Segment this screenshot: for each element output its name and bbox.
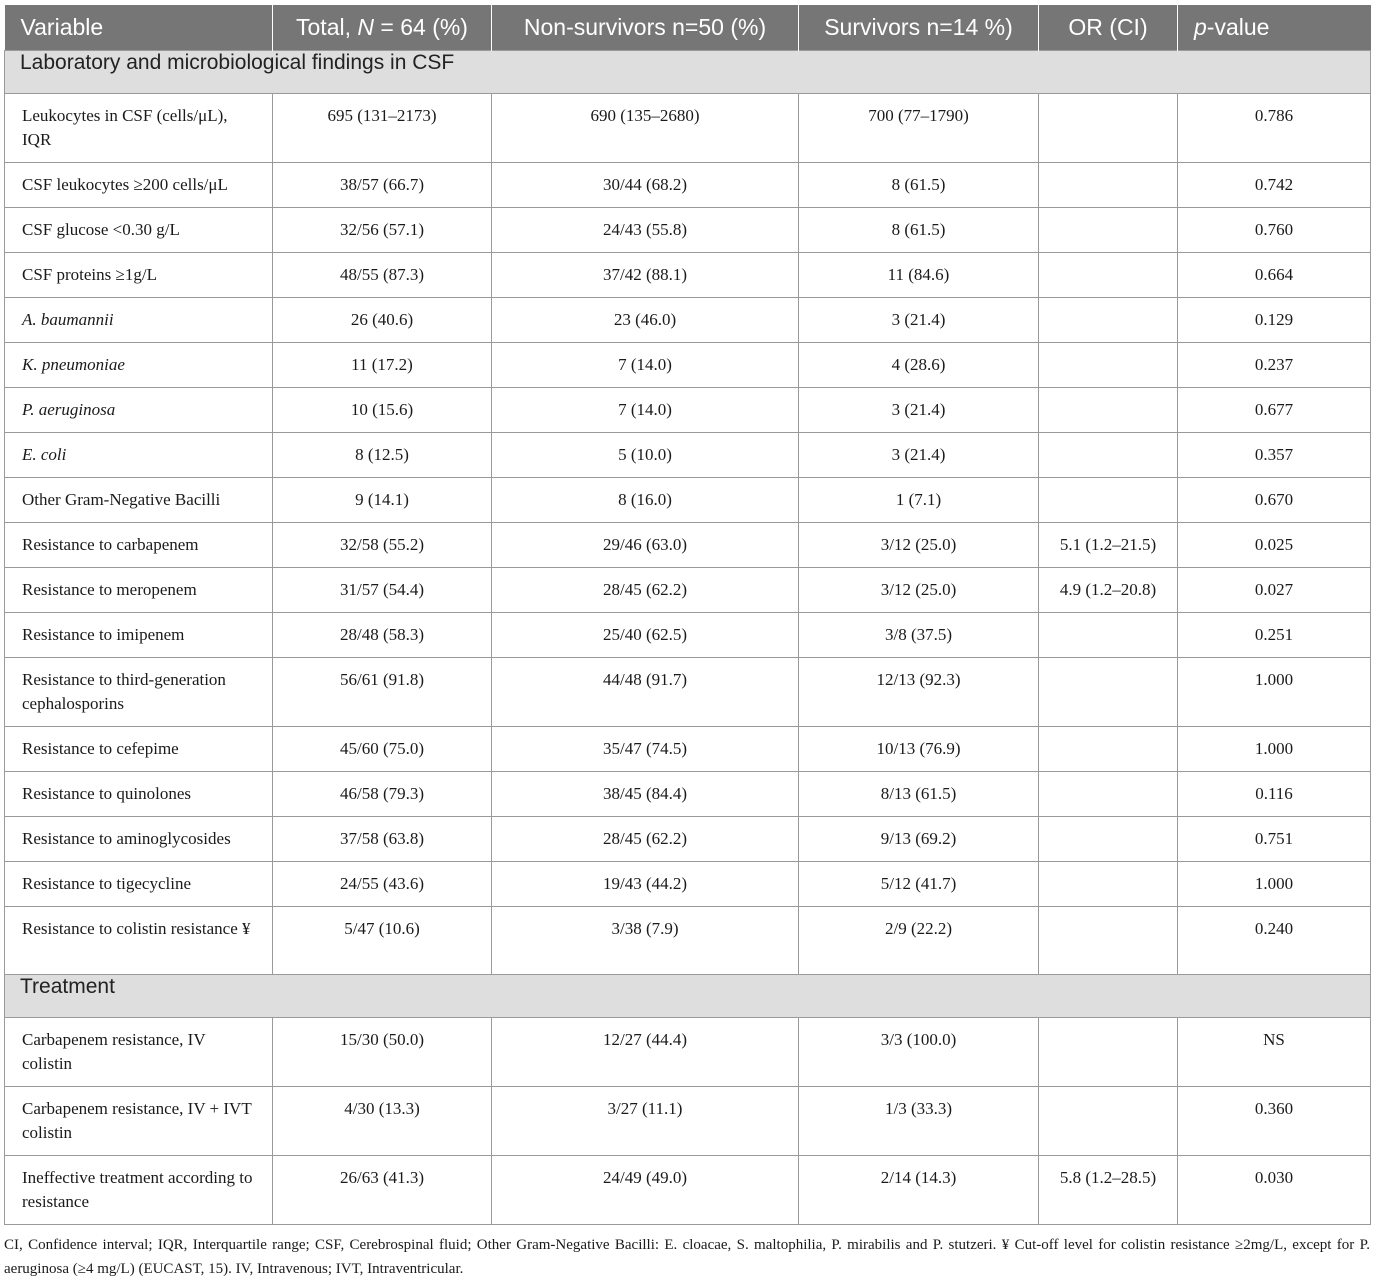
cell-variable: Resistance to tigecycline xyxy=(5,862,273,907)
cell-variable: Resistance to third-generation cephalosporins xyxy=(5,658,273,727)
cell-nonsurvivors: 25/40 (62.5) xyxy=(492,613,799,658)
cell-survivors: 3/8 (37.5) xyxy=(799,613,1039,658)
cell-variable: CSF proteins ≥1g/L xyxy=(5,253,273,298)
cell-or-ci xyxy=(1039,613,1178,658)
table-row xyxy=(5,208,1371,253)
cell-variable: CSF leukocytes ≥200 cells/μL xyxy=(5,163,273,208)
cell-survivors: 2/9 (22.2) xyxy=(799,907,1039,975)
cell-total: 28/48 (58.3) xyxy=(273,613,492,658)
cell-or-ci xyxy=(1039,817,1178,862)
table-row xyxy=(5,817,1371,862)
cell-survivors: 3 (21.4) xyxy=(799,388,1039,433)
table-row xyxy=(5,478,1371,523)
cell-variable: Carbapenem resistance, IV + IVT colistin xyxy=(5,1087,273,1156)
table-row xyxy=(5,772,1371,817)
header-variable: Variable xyxy=(5,5,273,51)
cell-variable: Ineffective treatment according to resistance xyxy=(5,1156,273,1225)
cell-p-value: 0.742 xyxy=(1178,163,1371,208)
table-row xyxy=(5,298,1371,343)
cell-nonsurvivors: 28/45 (62.2) xyxy=(492,568,799,613)
cell-variable: Carbapenem resistance, IV colistin xyxy=(5,1018,273,1087)
cell-p-value: 0.025 xyxy=(1178,523,1371,568)
cell-survivors: 8 (61.5) xyxy=(799,208,1039,253)
cell-variable: Resistance to imipenem xyxy=(5,613,273,658)
cell-total: 26 (40.6) xyxy=(273,298,492,343)
section-label-lab: Laboratory and microbiological findings in CSF xyxy=(5,51,1371,94)
cell-p-value: 1.000 xyxy=(1178,727,1371,772)
section-row-treatment xyxy=(5,975,1371,1018)
cell-survivors: 3/12 (25.0) xyxy=(799,568,1039,613)
table-row xyxy=(5,94,1371,163)
cell-total: 5/47 (10.6) xyxy=(273,907,492,975)
cell-total: 46/58 (79.3) xyxy=(273,772,492,817)
table-header-row xyxy=(5,5,1371,51)
cell-nonsurvivors: 12/27 (44.4) xyxy=(492,1018,799,1087)
cell-variable: Resistance to cefepime xyxy=(5,727,273,772)
cell-variable: Resistance to colistin resistance ¥ xyxy=(5,907,273,975)
results-table-document xyxy=(4,5,1370,1281)
table-row xyxy=(5,253,1371,298)
header-or-ci: OR (CI) xyxy=(1039,5,1178,51)
cell-or-ci xyxy=(1039,1018,1178,1087)
cell-total: 24/55 (43.6) xyxy=(273,862,492,907)
table-body xyxy=(5,51,1371,1225)
results-table xyxy=(4,5,1371,1225)
cell-variable: Resistance to quinolones xyxy=(5,772,273,817)
cell-or-ci xyxy=(1039,94,1178,163)
table-row xyxy=(5,862,1371,907)
cell-nonsurvivors: 3/38 (7.9) xyxy=(492,907,799,975)
cell-survivors: 4 (28.6) xyxy=(799,343,1039,388)
cell-survivors: 12/13 (92.3) xyxy=(799,658,1039,727)
cell-p-value: 1.000 xyxy=(1178,862,1371,907)
cell-survivors: 1/3 (33.3) xyxy=(799,1087,1039,1156)
cell-p-value: 1.000 xyxy=(1178,658,1371,727)
cell-survivors: 8 (61.5) xyxy=(799,163,1039,208)
table-row xyxy=(5,523,1371,568)
cell-survivors: 3/12 (25.0) xyxy=(799,523,1039,568)
cell-survivors: 1 (7.1) xyxy=(799,478,1039,523)
cell-or-ci xyxy=(1039,727,1178,772)
cell-p-value: 0.360 xyxy=(1178,1087,1371,1156)
cell-total: 26/63 (41.3) xyxy=(273,1156,492,1225)
table-row xyxy=(5,1018,1371,1087)
cell-total: 15/30 (50.0) xyxy=(273,1018,492,1087)
cell-or-ci xyxy=(1039,343,1178,388)
cell-or-ci xyxy=(1039,658,1178,727)
cell-total: 32/56 (57.1) xyxy=(273,208,492,253)
cell-nonsurvivors: 38/45 (84.4) xyxy=(492,772,799,817)
cell-total: 38/57 (66.7) xyxy=(273,163,492,208)
cell-nonsurvivors: 3/27 (11.1) xyxy=(492,1087,799,1156)
cell-total: 695 (131–2173) xyxy=(273,94,492,163)
header-p-suffix: -value xyxy=(1206,14,1270,40)
cell-nonsurvivors: 29/46 (63.0) xyxy=(492,523,799,568)
cell-nonsurvivors: 30/44 (68.2) xyxy=(492,163,799,208)
header-total-suffix: = 64 (%) xyxy=(374,14,468,40)
cell-variable: Resistance to aminoglycosides xyxy=(5,817,273,862)
header-total-prefix: Total, xyxy=(296,14,358,40)
cell-or-ci xyxy=(1039,208,1178,253)
header-p-value xyxy=(1178,5,1371,51)
cell-survivors: 3/3 (100.0) xyxy=(799,1018,1039,1087)
cell-survivors: 5/12 (41.7) xyxy=(799,862,1039,907)
cell-total: 31/57 (54.4) xyxy=(273,568,492,613)
cell-nonsurvivors: 5 (10.0) xyxy=(492,433,799,478)
cell-survivors: 3 (21.4) xyxy=(799,298,1039,343)
table-row xyxy=(5,568,1371,613)
cell-p-value: 0.786 xyxy=(1178,94,1371,163)
cell-p-value: 0.129 xyxy=(1178,298,1371,343)
table-row xyxy=(5,907,1371,975)
cell-or-ci xyxy=(1039,388,1178,433)
cell-or-ci: 5.1 (1.2–21.5) xyxy=(1039,523,1178,568)
cell-or-ci xyxy=(1039,1087,1178,1156)
table-row xyxy=(5,433,1371,478)
cell-nonsurvivors: 37/42 (88.1) xyxy=(492,253,799,298)
cell-total: 10 (15.6) xyxy=(273,388,492,433)
cell-nonsurvivors: 8 (16.0) xyxy=(492,478,799,523)
cell-or-ci xyxy=(1039,907,1178,975)
cell-variable: A. baumannii xyxy=(5,298,273,343)
cell-survivors: 10/13 (76.9) xyxy=(799,727,1039,772)
cell-p-value: 0.240 xyxy=(1178,907,1371,975)
table-row xyxy=(5,1087,1371,1156)
cell-p-value: 0.760 xyxy=(1178,208,1371,253)
cell-total: 37/58 (63.8) xyxy=(273,817,492,862)
cell-or-ci xyxy=(1039,772,1178,817)
cell-nonsurvivors: 7 (14.0) xyxy=(492,343,799,388)
table-row xyxy=(5,727,1371,772)
cell-nonsurvivors: 28/45 (62.2) xyxy=(492,817,799,862)
cell-or-ci xyxy=(1039,163,1178,208)
table-row xyxy=(5,658,1371,727)
cell-variable: Resistance to meropenem xyxy=(5,568,273,613)
cell-p-value: 0.251 xyxy=(1178,613,1371,658)
cell-survivors: 2/14 (14.3) xyxy=(799,1156,1039,1225)
header-survivors: Survivors n=14 %) xyxy=(799,5,1039,51)
cell-nonsurvivors: 7 (14.0) xyxy=(492,388,799,433)
cell-p-value: NS xyxy=(1178,1018,1371,1087)
cell-nonsurvivors: 23 (46.0) xyxy=(492,298,799,343)
table-row xyxy=(5,613,1371,658)
table-row xyxy=(5,163,1371,208)
cell-nonsurvivors: 24/43 (55.8) xyxy=(492,208,799,253)
cell-or-ci xyxy=(1039,862,1178,907)
cell-survivors: 3 (21.4) xyxy=(799,433,1039,478)
cell-nonsurvivors: 24/49 (49.0) xyxy=(492,1156,799,1225)
cell-nonsurvivors: 35/47 (74.5) xyxy=(492,727,799,772)
header-nonsurvivors: Non-survivors n=50 (%) xyxy=(492,5,799,51)
cell-p-value: 0.751 xyxy=(1178,817,1371,862)
table-row xyxy=(5,343,1371,388)
cell-or-ci: 4.9 (1.2–20.8) xyxy=(1039,568,1178,613)
cell-total: 48/55 (87.3) xyxy=(273,253,492,298)
cell-p-value: 0.664 xyxy=(1178,253,1371,298)
cell-variable: P. aeruginosa xyxy=(5,388,273,433)
cell-nonsurvivors: 19/43 (44.2) xyxy=(492,862,799,907)
cell-variable: E. coli xyxy=(5,433,273,478)
cell-variable: Other Gram-Negative Bacilli xyxy=(5,478,273,523)
cell-total: 11 (17.2) xyxy=(273,343,492,388)
cell-p-value: 0.116 xyxy=(1178,772,1371,817)
cell-nonsurvivors: 690 (135–2680) xyxy=(492,94,799,163)
cell-or-ci xyxy=(1039,433,1178,478)
cell-p-value: 0.670 xyxy=(1178,478,1371,523)
cell-p-value: 0.030 xyxy=(1178,1156,1371,1225)
cell-total: 56/61 (91.8) xyxy=(273,658,492,727)
table-row xyxy=(5,1156,1371,1225)
cell-or-ci xyxy=(1039,478,1178,523)
cell-variable: Resistance to carbapenem xyxy=(5,523,273,568)
cell-survivors: 11 (84.6) xyxy=(799,253,1039,298)
header-total xyxy=(273,5,492,51)
cell-or-ci: 5.8 (1.2–28.5) xyxy=(1039,1156,1178,1225)
header-p: p xyxy=(1194,14,1207,40)
cell-or-ci xyxy=(1039,253,1178,298)
cell-total: 4/30 (13.3) xyxy=(273,1087,492,1156)
cell-variable: K. pneumoniae xyxy=(5,343,273,388)
cell-survivors: 9/13 (69.2) xyxy=(799,817,1039,862)
cell-survivors: 8/13 (61.5) xyxy=(799,772,1039,817)
cell-p-value: 0.677 xyxy=(1178,388,1371,433)
table-footnote: CI, Confidence interval; IQR, Interquartile range; CSF, Cerebrospinal fluid; Other Gram-Negative Bacilli: E. cloacae, S. maltophilia, P. mirabilis and P. stutzeri. ¥ Cut-off level for colistin resistance ≥2mg/L, except for P. aeruginosa (≥4 mg/L) (EUCAST, 15). IV, Intravenous; IVT, Intraventricular. xyxy=(4,1237,1370,1277)
cell-total: 45/60 (75.0) xyxy=(273,727,492,772)
cell-survivors: 700 (77–1790) xyxy=(799,94,1039,163)
section-label-treatment: Treatment xyxy=(5,975,1371,1018)
section-row-lab xyxy=(5,51,1371,94)
cell-total: 9 (14.1) xyxy=(273,478,492,523)
cell-p-value: 0.357 xyxy=(1178,433,1371,478)
cell-nonsurvivors: 44/48 (91.7) xyxy=(492,658,799,727)
cell-or-ci xyxy=(1039,298,1178,343)
cell-total: 8 (12.5) xyxy=(273,433,492,478)
cell-p-value: 0.027 xyxy=(1178,568,1371,613)
table-row xyxy=(5,388,1371,433)
cell-variable: Leukocytes in CSF (cells/μL), IQR xyxy=(5,94,273,163)
cell-total: 32/58 (55.2) xyxy=(273,523,492,568)
cell-variable: CSF glucose <0.30 g/L xyxy=(5,208,273,253)
cell-p-value: 0.237 xyxy=(1178,343,1371,388)
header-total-n: N xyxy=(357,14,375,40)
